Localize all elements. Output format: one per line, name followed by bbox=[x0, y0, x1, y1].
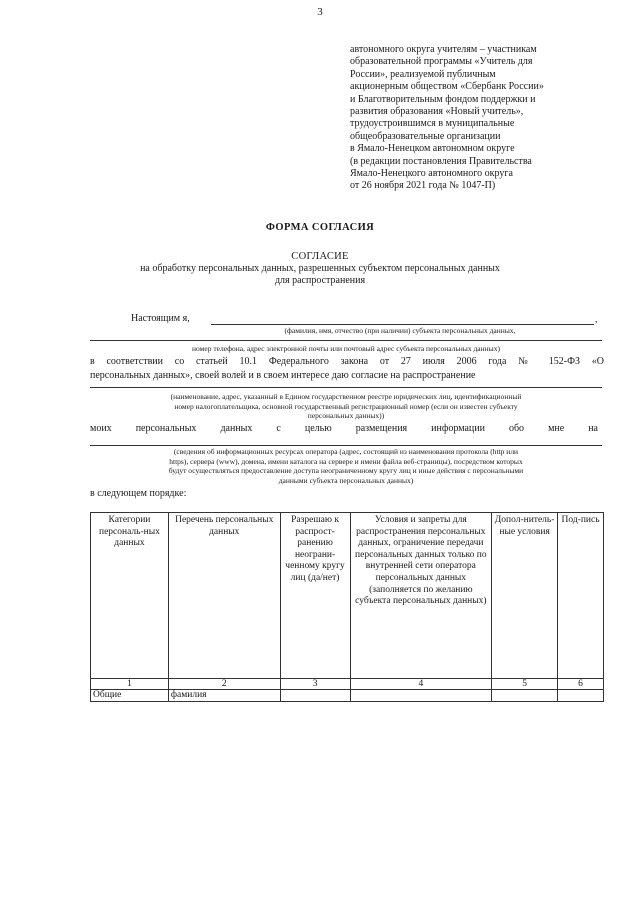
col-header-permission: Разрешаю к распрост-ранению неограни-ченному кругу лиц (да/нет) bbox=[280, 513, 350, 679]
subject-contacts-field-line[interactable] bbox=[90, 340, 602, 341]
table-cell: фамилия bbox=[168, 690, 280, 702]
table-cell[interactable] bbox=[280, 690, 350, 702]
law-text-line: в соответствии со статьей 10.1 Федерального закона от 27 июля 2006 года № 152-ФЗ «О bbox=[90, 356, 604, 367]
col-header-categories: Категории персональ-ных данных bbox=[91, 513, 169, 679]
table-cell: Общие bbox=[91, 690, 169, 702]
header-line: в Ямало-Ненецком автономном округе bbox=[350, 143, 515, 155]
hint-resources-line: https), сервера (www), домена, имени каталога на сервере и имени файла веб-страницы), посредством которых bbox=[169, 456, 523, 466]
hint-operator-line: (наименование, адрес, указанный в Едином государственном реестре юридических лиц, идентификационный bbox=[170, 392, 522, 401]
order-text: в следующем порядке: bbox=[90, 488, 187, 499]
hint-operator bbox=[84, 392, 608, 421]
consent-title: СОГЛАСИЕ bbox=[291, 251, 349, 262]
hint-operator-line: номер налогоплательщика, основной государственный регистрационный номер (если он известен субъекту bbox=[174, 401, 518, 411]
document-header-attachment-note bbox=[350, 44, 600, 193]
column-number: 5 bbox=[492, 679, 558, 690]
header-line: акционерным обществом «Сбербанк России» bbox=[350, 81, 544, 93]
column-number: 2 bbox=[168, 679, 280, 690]
operator-field-line[interactable] bbox=[90, 387, 602, 388]
header-line: автономного округа учителям – участникам bbox=[350, 44, 537, 55]
table-cell[interactable] bbox=[350, 690, 492, 702]
header-line: развития образования «Новый учитель», bbox=[350, 106, 524, 118]
table-cell[interactable] bbox=[558, 690, 604, 702]
hint-operator-line: персональных данных)) bbox=[307, 411, 385, 420]
header-line: России», реализуемой публичным bbox=[350, 68, 496, 80]
law-text-line: персональных данных», своей волей и в своем интересе даю согласие на распространение bbox=[90, 370, 476, 381]
resources-field-line[interactable] bbox=[90, 445, 602, 446]
col-header-data-list: Перечень персональных данных bbox=[168, 513, 280, 679]
intro-comma: , bbox=[595, 314, 598, 325]
hint-fio: (фамилия, имя, отчество (при наличии) субъекта персональных данных, bbox=[284, 326, 516, 335]
hint-contacts: номер телефона, адрес электронной почты или почтовый адрес субъекта персональных данных) bbox=[192, 344, 500, 353]
hint-resources-line: будут осуществляться предоставление доступа неограниченному кругу лиц и иные действия с персональными bbox=[168, 466, 524, 475]
consent-subtitle-line: на обработку персональных данных, разрешенных субъектом персональных данных bbox=[140, 263, 500, 274]
subject-name-field-line[interactable] bbox=[211, 324, 594, 325]
hint-resources bbox=[84, 447, 608, 485]
table-row bbox=[91, 690, 604, 702]
page-number: 3 bbox=[317, 6, 323, 18]
header-line: и Благотворительным фондом поддержки и bbox=[350, 93, 536, 105]
form-title: ФОРМА СОГЛАСИЯ bbox=[265, 222, 375, 233]
hint-resources-line: (сведения об информационных ресурсах оператора (адрес, состоящий из наименования протокола (http или bbox=[173, 447, 519, 456]
table-header-row bbox=[91, 513, 604, 679]
column-number: 1 bbox=[91, 679, 169, 690]
column-number: 3 bbox=[280, 679, 350, 690]
column-number: 6 bbox=[558, 679, 604, 690]
purpose-text: моих персональных данных с целью размещения информации обо мне на bbox=[90, 423, 598, 434]
header-line: Ямало-Ненецкого автономного округа bbox=[350, 168, 513, 180]
consent-subtitle-line: для распространения bbox=[274, 275, 366, 286]
column-number: 4 bbox=[350, 679, 492, 690]
hint-resources-line: данными субъекта персональных данных) bbox=[278, 475, 414, 485]
header-line: трудоустроившимся в муниципальные bbox=[350, 118, 515, 130]
header-line: общеобразовательные организации bbox=[350, 130, 501, 142]
col-header-conditions: Условия и запреты для распространения персональных данных, ограничение передачи персональных данных только по внутренней сети оператора персональных данных (заполняется по желанию субъекта персональных данных) bbox=[350, 513, 492, 679]
intro-label: Настоящим я, bbox=[131, 313, 190, 324]
table-cell[interactable] bbox=[492, 690, 558, 702]
table-number-row bbox=[91, 679, 604, 690]
header-line: образовательной программы «Учитель для bbox=[350, 56, 533, 68]
col-header-signature: Под-пись bbox=[558, 513, 604, 679]
col-header-extra-conditions: Допол-нитель-ные условия bbox=[492, 513, 558, 679]
header-line: от 26 ноября 2021 года № 1047-П) bbox=[350, 180, 496, 192]
header-line: (в редакции постановления Правительства bbox=[350, 155, 532, 167]
consent-table bbox=[90, 512, 604, 702]
consent-subtitle bbox=[60, 263, 580, 287]
